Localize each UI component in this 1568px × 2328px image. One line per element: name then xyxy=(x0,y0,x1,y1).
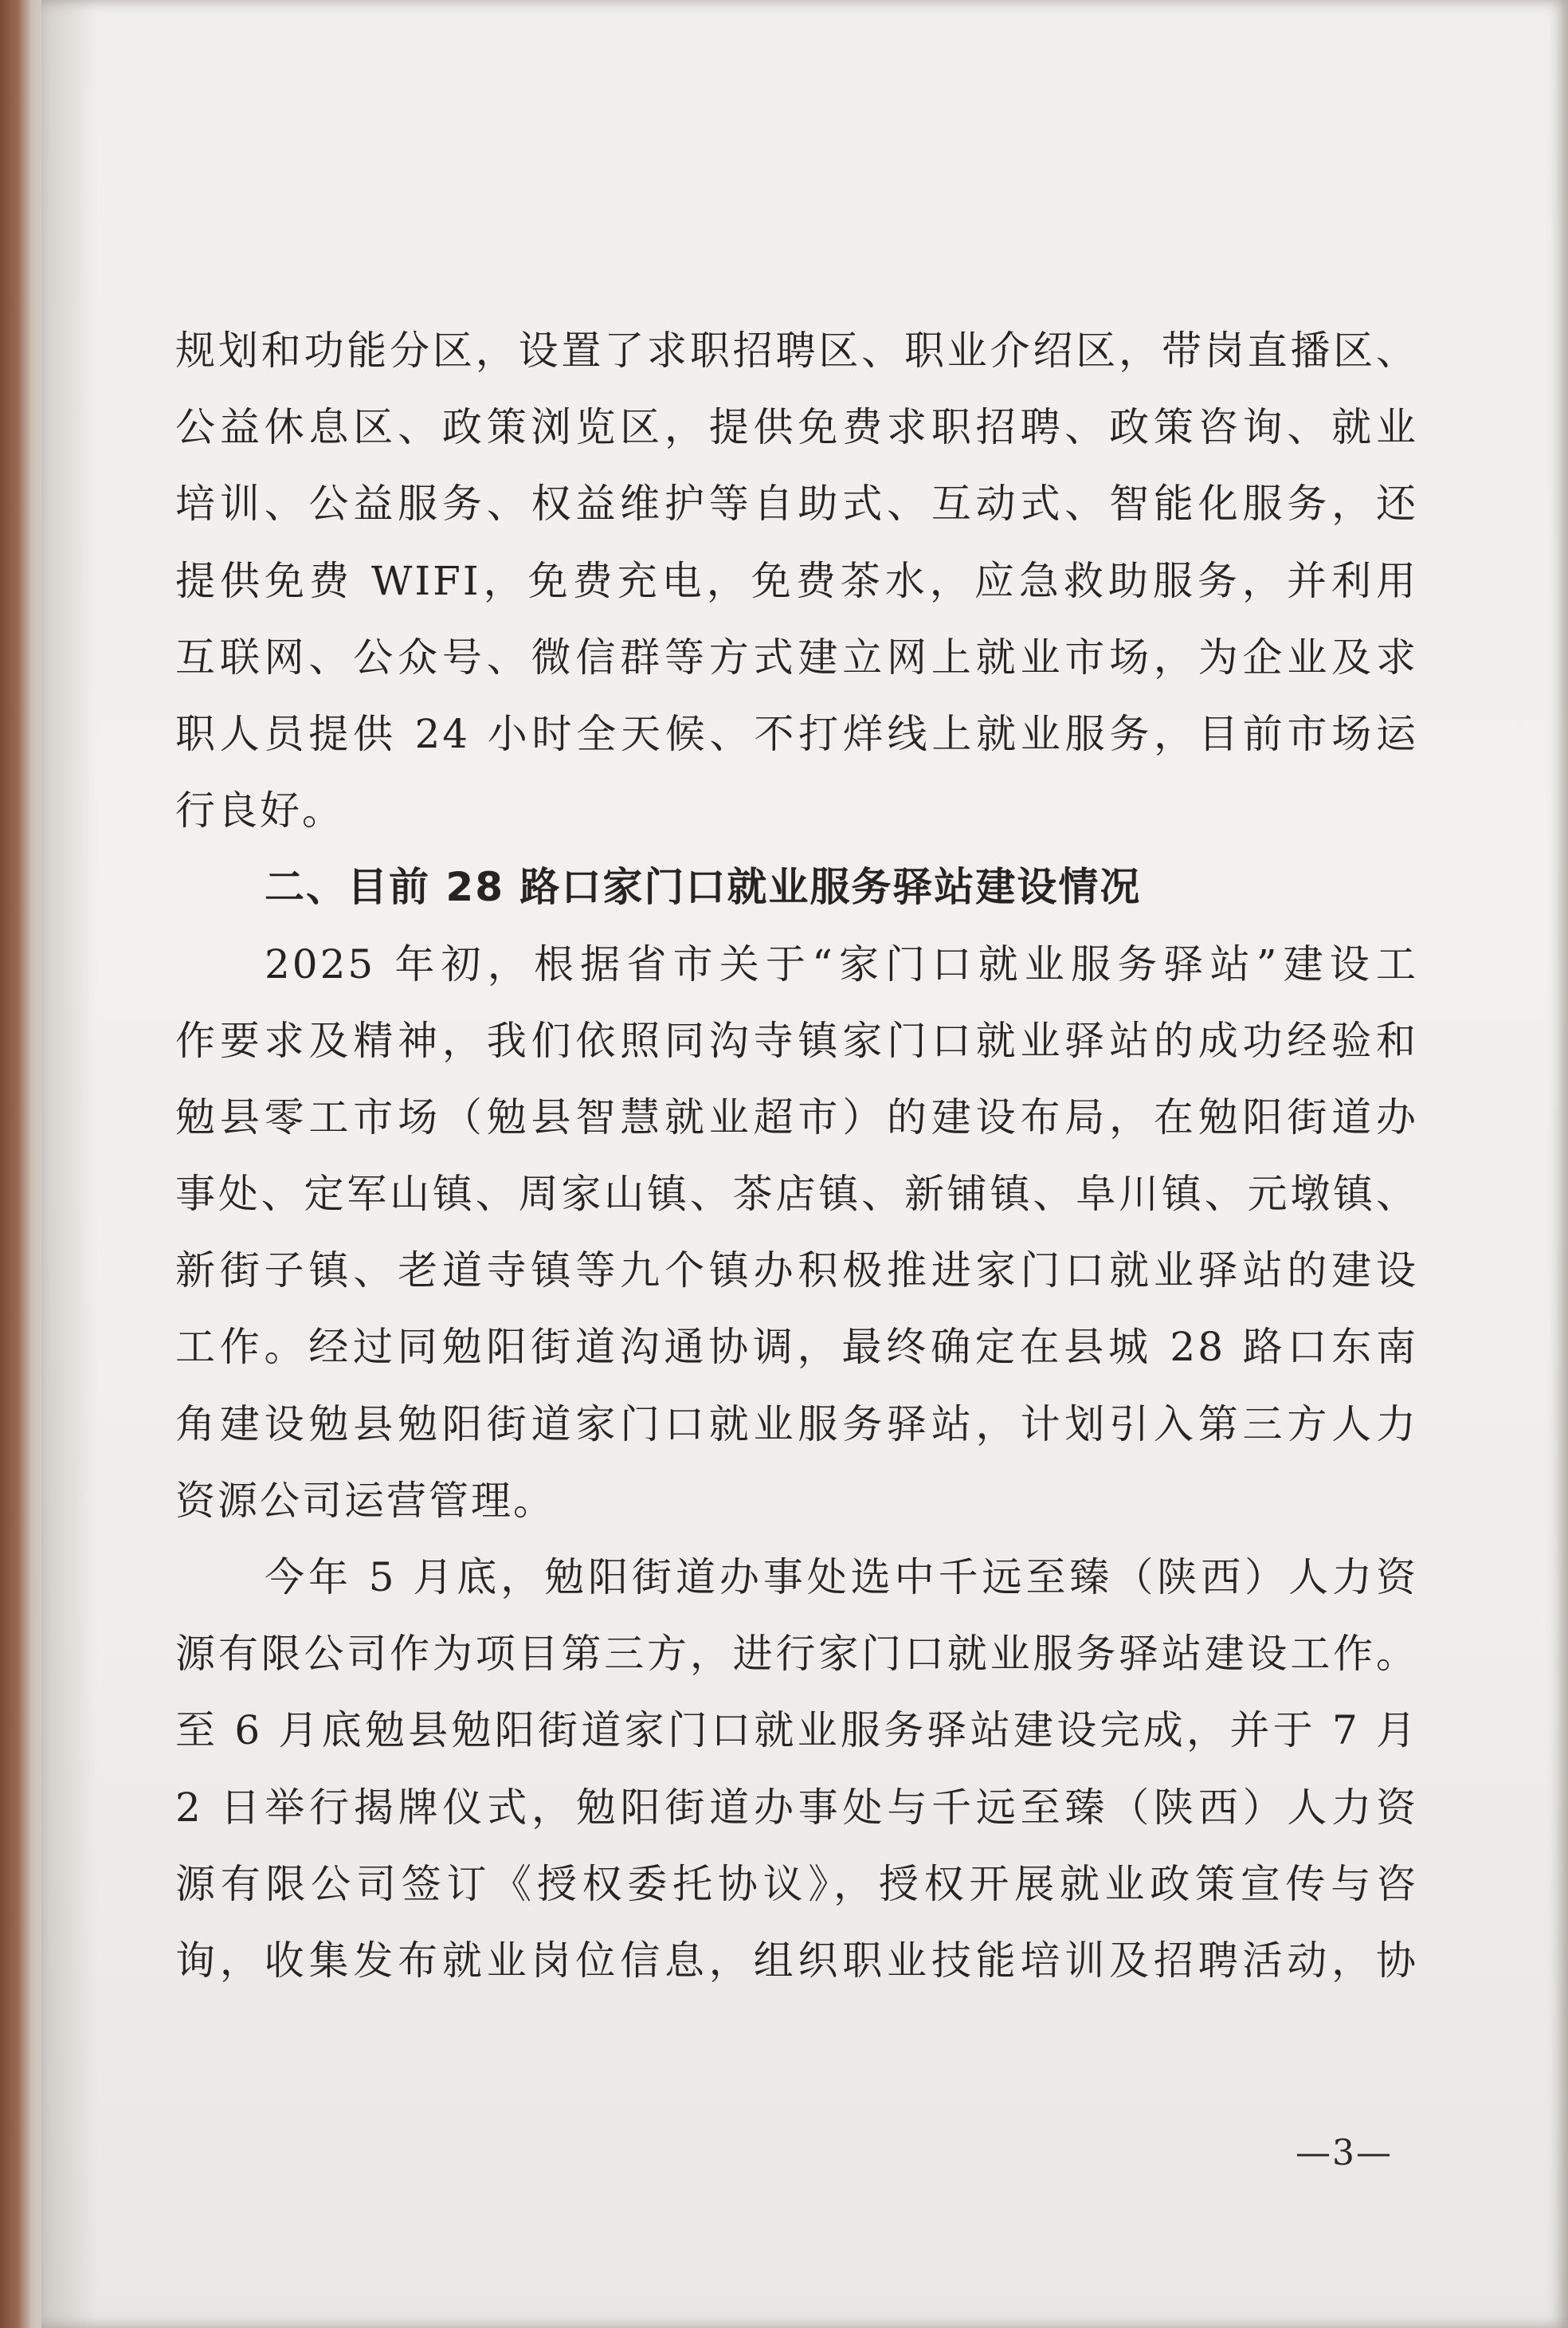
section-heading: 二、目前 28 路口家门口就业服务驿站建设情况 xyxy=(265,864,1142,911)
text-line-3: 培训、公益服务、权益维护等自助式、互动式、智能化服务，还 xyxy=(175,481,1418,528)
text-line-4: 提供免费 WIFI，免费充电，免费茶水，应急救助服务，并利用 xyxy=(175,557,1418,604)
text-line-1: 规划和功能分区，设置了求职招聘区、职业介绍区，带岗直播区、 xyxy=(175,328,1418,374)
text-line-21: 源有限公司签订《授权委托协议》，授权开展就业政策宣传与咨 xyxy=(175,1860,1418,1907)
text-line-11: 勉县零工市场（勉县智慧就业超市）的建设布局，在勉阳街道办 xyxy=(175,1093,1418,1140)
page-number: —3— xyxy=(1296,2133,1393,2173)
text-line-6: 职人员提供 24 小时全天候、不打烊线上就业服务，目前市场运 xyxy=(175,710,1418,757)
text-line-18: 源有限公司作为项目第三方，进行家门口就业服务驿站建设工作。 xyxy=(175,1631,1418,1678)
text-line-16: 资源公司运营管理。 xyxy=(175,1477,555,1524)
text-line-10: 作要求及精神，我们依照同沟寺镇家门口就业驿站的成功经验和 xyxy=(175,1017,1418,1064)
text-line-13: 新街子镇、老道寺镇等九个镇办积极推进家门口就业驿站的建设 xyxy=(175,1247,1418,1294)
text-line-17: 今年 5 月底，勉阳街道办事处选中千远至臻（陕西）人力资 xyxy=(265,1554,1418,1600)
text-line-7: 行良好。 xyxy=(175,787,344,834)
text-line-12: 事处、定军山镇、周家山镇、茶店镇、新铺镇、阜川镇、元墩镇、 xyxy=(175,1171,1418,1218)
document-page xyxy=(41,0,1568,2328)
text-line-9: 2025 年初，根据省市关于“家门口就业服务驿站”建设工 xyxy=(265,940,1418,987)
text-line-19: 至 6 月底勉县勉阳街道家门口就业服务驿站建设完成，并于 7 月 xyxy=(175,1707,1418,1754)
text-line-22: 询，收集发布就业岗位信息，组织职业技能培训及招聘活动，协 xyxy=(175,1937,1418,1984)
body-text xyxy=(175,312,1418,1999)
text-line-5: 互联网、公众号、微信群等方式建立网上就业市场，为企业及求 xyxy=(175,634,1418,681)
text-line-14: 工作。经过同勉阳街道沟通协调，最终确定在县城 28 路口东南 xyxy=(175,1324,1418,1371)
text-line-2: 公益休息区、政策浏览区，提供免费求职招聘、政策咨询、就业 xyxy=(175,404,1418,451)
text-line-15: 角建设勉县勉阳街道家门口就业服务驿站，计划引入第三方人力 xyxy=(175,1400,1418,1447)
text-line-20: 2 日举行揭牌仪式，勉阳街道办事处与千远至臻（陕西）人力资 xyxy=(175,1784,1418,1831)
